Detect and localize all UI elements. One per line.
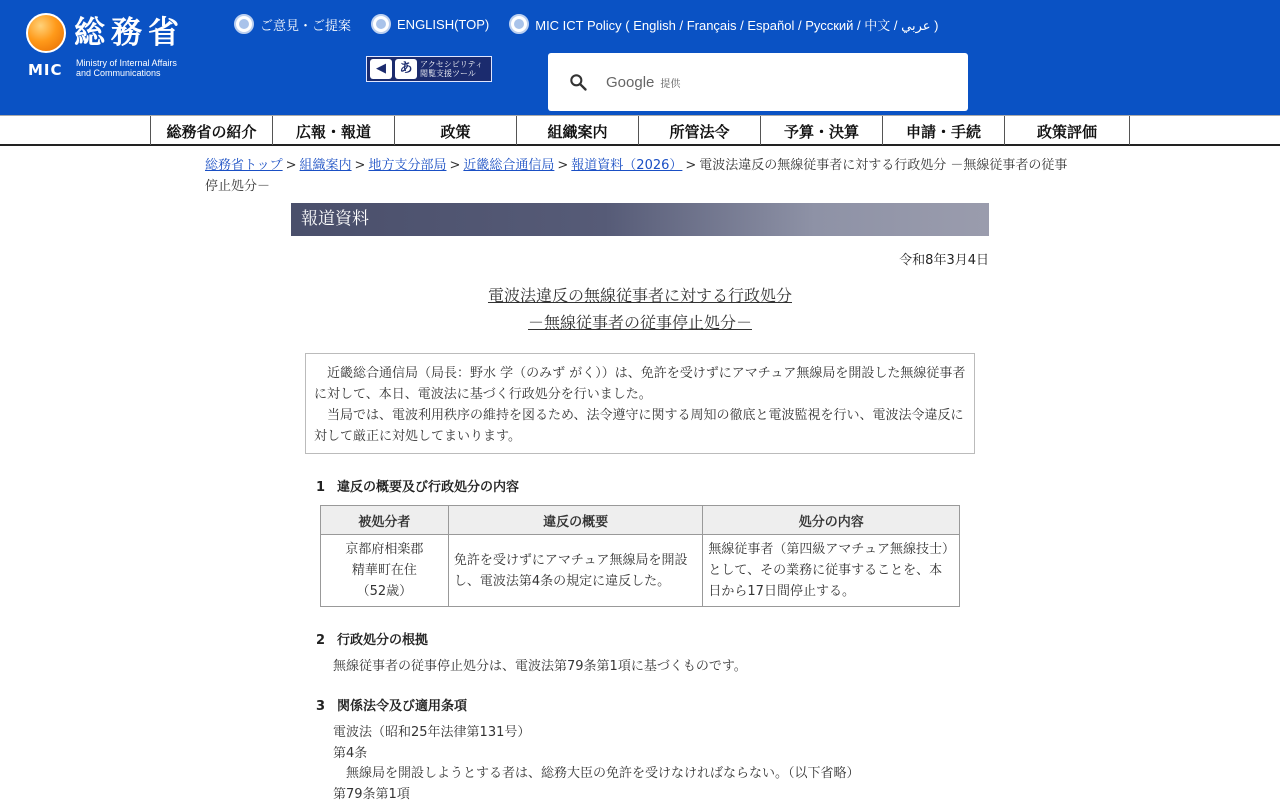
section-2-number: 2	[316, 633, 326, 648]
breadcrumb-link-organization[interactable]: 組織案内	[299, 158, 352, 173]
global-nav	[0, 115, 1280, 146]
accessibility-label-line-1: アクセシビリティ	[420, 60, 483, 69]
section-1-number: 1	[316, 480, 326, 495]
logo-english-line-2: and Communications	[76, 68, 161, 78]
column-header-violation: 違反の概要	[448, 506, 703, 535]
radio-bullet-icon	[509, 14, 529, 34]
radio-bullet-icon	[234, 14, 254, 34]
logo-japanese-text: 総務省	[74, 15, 185, 51]
nav-item-press[interactable]: 広報・報道	[273, 116, 395, 145]
logo-orange-ball-icon	[26, 13, 66, 53]
search-icon	[568, 72, 588, 92]
cell-person	[321, 535, 449, 607]
accessibility-label	[420, 60, 483, 78]
feedback-link[interactable]	[234, 14, 351, 34]
cell-violation: 免許を受けずにアマチュア無線局を開設し、電波法第4条の規定に違反した。	[448, 535, 703, 607]
google-suffix-label: 提供	[660, 78, 681, 90]
section-3-article-4: 第4条	[333, 746, 368, 761]
breadcrumb-separator: >	[449, 158, 461, 173]
breadcrumb-link-top[interactable]: 総務省トップ	[205, 158, 283, 173]
nav-item-applications[interactable]: 申請・手続	[883, 116, 1005, 145]
summary-paragraph-2: 当局では、電波利用秩序の維持を図るため、法令遵守に関する周知の徹底と電波監視を行い、電波法令違反に対して厳正に対処してまいります。	[314, 408, 964, 444]
page-title-line-2: －無線従事者の従事停止処分－	[527, 313, 752, 332]
accessibility-tool-button[interactable]	[366, 56, 492, 82]
breadcrumb-separator: >	[354, 158, 366, 173]
nav-item-organization[interactable]: 組織案内	[517, 116, 639, 145]
page-title	[291, 282, 989, 336]
google-branding	[606, 74, 680, 91]
hiragana-a-icon: あ	[395, 59, 417, 79]
person-line-2: 精華町在住	[351, 563, 417, 578]
ict-policy-link-label: MIC ICT Policy ( English / Français / Español / Русский / 中文 / عربي )	[535, 17, 939, 33]
breadcrumb-separator: >	[557, 158, 569, 173]
english-top-link[interactable]	[371, 14, 489, 34]
nav-item-policy[interactable]: 政策	[395, 116, 517, 145]
logo-english-line-1: Ministry of Internal Affairs	[76, 58, 177, 68]
google-brand-label: Google	[606, 73, 655, 91]
cell-penalty: 無線従事者（第四級アマチュア無線技士）として、その業務に従事することを、本日から17日間停止する。	[703, 535, 960, 607]
release-date: 令和8年3月4日	[899, 253, 989, 268]
nav-item-evaluation[interactable]: 政策評価	[1005, 116, 1130, 145]
breadcrumb-link-regional[interactable]: 地方支分部局	[368, 158, 447, 173]
section-3-article-79: 第79条第1項	[333, 787, 410, 802]
violation-table	[320, 505, 960, 607]
section-1-title: 違反の概要及び行政処分の内容	[337, 480, 520, 495]
section-3-heading	[316, 695, 467, 714]
site-search-box[interactable]	[548, 53, 968, 111]
breadcrumb-link-kinki[interactable]: 近畿総合通信局	[463, 158, 555, 173]
table-row	[321, 535, 960, 607]
table-header-row	[321, 506, 960, 535]
mic-logo[interactable]	[26, 13, 216, 83]
section-1-heading	[316, 476, 519, 495]
column-header-person: 被処分者	[321, 506, 449, 535]
accessibility-label-line-2: 閲覧支援ツール	[420, 69, 476, 78]
feedback-link-label: ご意見・ご提案	[260, 17, 352, 33]
section-3-article-4-text: 無線局を開設しようとする者は、総務大臣の免許を受けなければならない。（以下省略）	[333, 766, 860, 781]
nav-item-laws[interactable]: 所管法令	[639, 116, 761, 145]
summary-box	[305, 353, 975, 454]
nav-item-budget[interactable]: 予算・決算	[761, 116, 883, 145]
person-line-3: （52歳）	[356, 584, 413, 599]
section-3-title: 関係法令及び適用条項	[337, 699, 468, 714]
column-header-penalty: 処分の内容	[703, 506, 960, 535]
breadcrumb-link-press-2026[interactable]: 報道資料（2026）	[571, 158, 683, 173]
section-2-text: 無線従事者の従事停止処分は、電波法第79条第1項に基づくものです。	[333, 659, 747, 674]
radio-bullet-icon	[371, 14, 391, 34]
person-line-1: 京都府相楽郡	[345, 542, 424, 557]
section-2-heading	[316, 629, 428, 648]
breadcrumb	[205, 155, 1075, 197]
speaker-icon: ◀	[370, 59, 392, 79]
breadcrumb-separator: >	[685, 158, 697, 173]
ict-policy-link[interactable]	[509, 14, 938, 34]
site-header	[0, 0, 1280, 115]
section-3-number: 3	[316, 699, 326, 714]
section-banner: 報道資料	[291, 203, 989, 236]
logo-english-text	[76, 58, 177, 78]
summary-paragraph-1: 近畿総合通信局（局長：野水 学（のみず がく））は、免許を受けずにアマチュア無線局を開設した無線従事者に対して、本日、電波法に基づく行政処分を行いました。	[314, 366, 966, 402]
nav-item-about[interactable]: 総務省の紹介	[151, 116, 273, 145]
section-3-law-name: 電波法（昭和25年法律第131号）	[333, 725, 531, 740]
top-links	[234, 14, 938, 34]
logo-mic-text: MIC	[28, 61, 63, 79]
breadcrumb-separator: >	[285, 158, 297, 173]
page-title-line-1: 電波法違反の無線従事者に対する行政処分	[487, 286, 792, 305]
english-top-link-label: ENGLISH(TOP)	[397, 16, 490, 32]
section-2-title: 行政処分の根拠	[337, 633, 429, 648]
breadcrumb-current: 電波法違反の無線従事者に対する行政処分 －無線従事者の従事停止処分－	[205, 158, 1068, 194]
